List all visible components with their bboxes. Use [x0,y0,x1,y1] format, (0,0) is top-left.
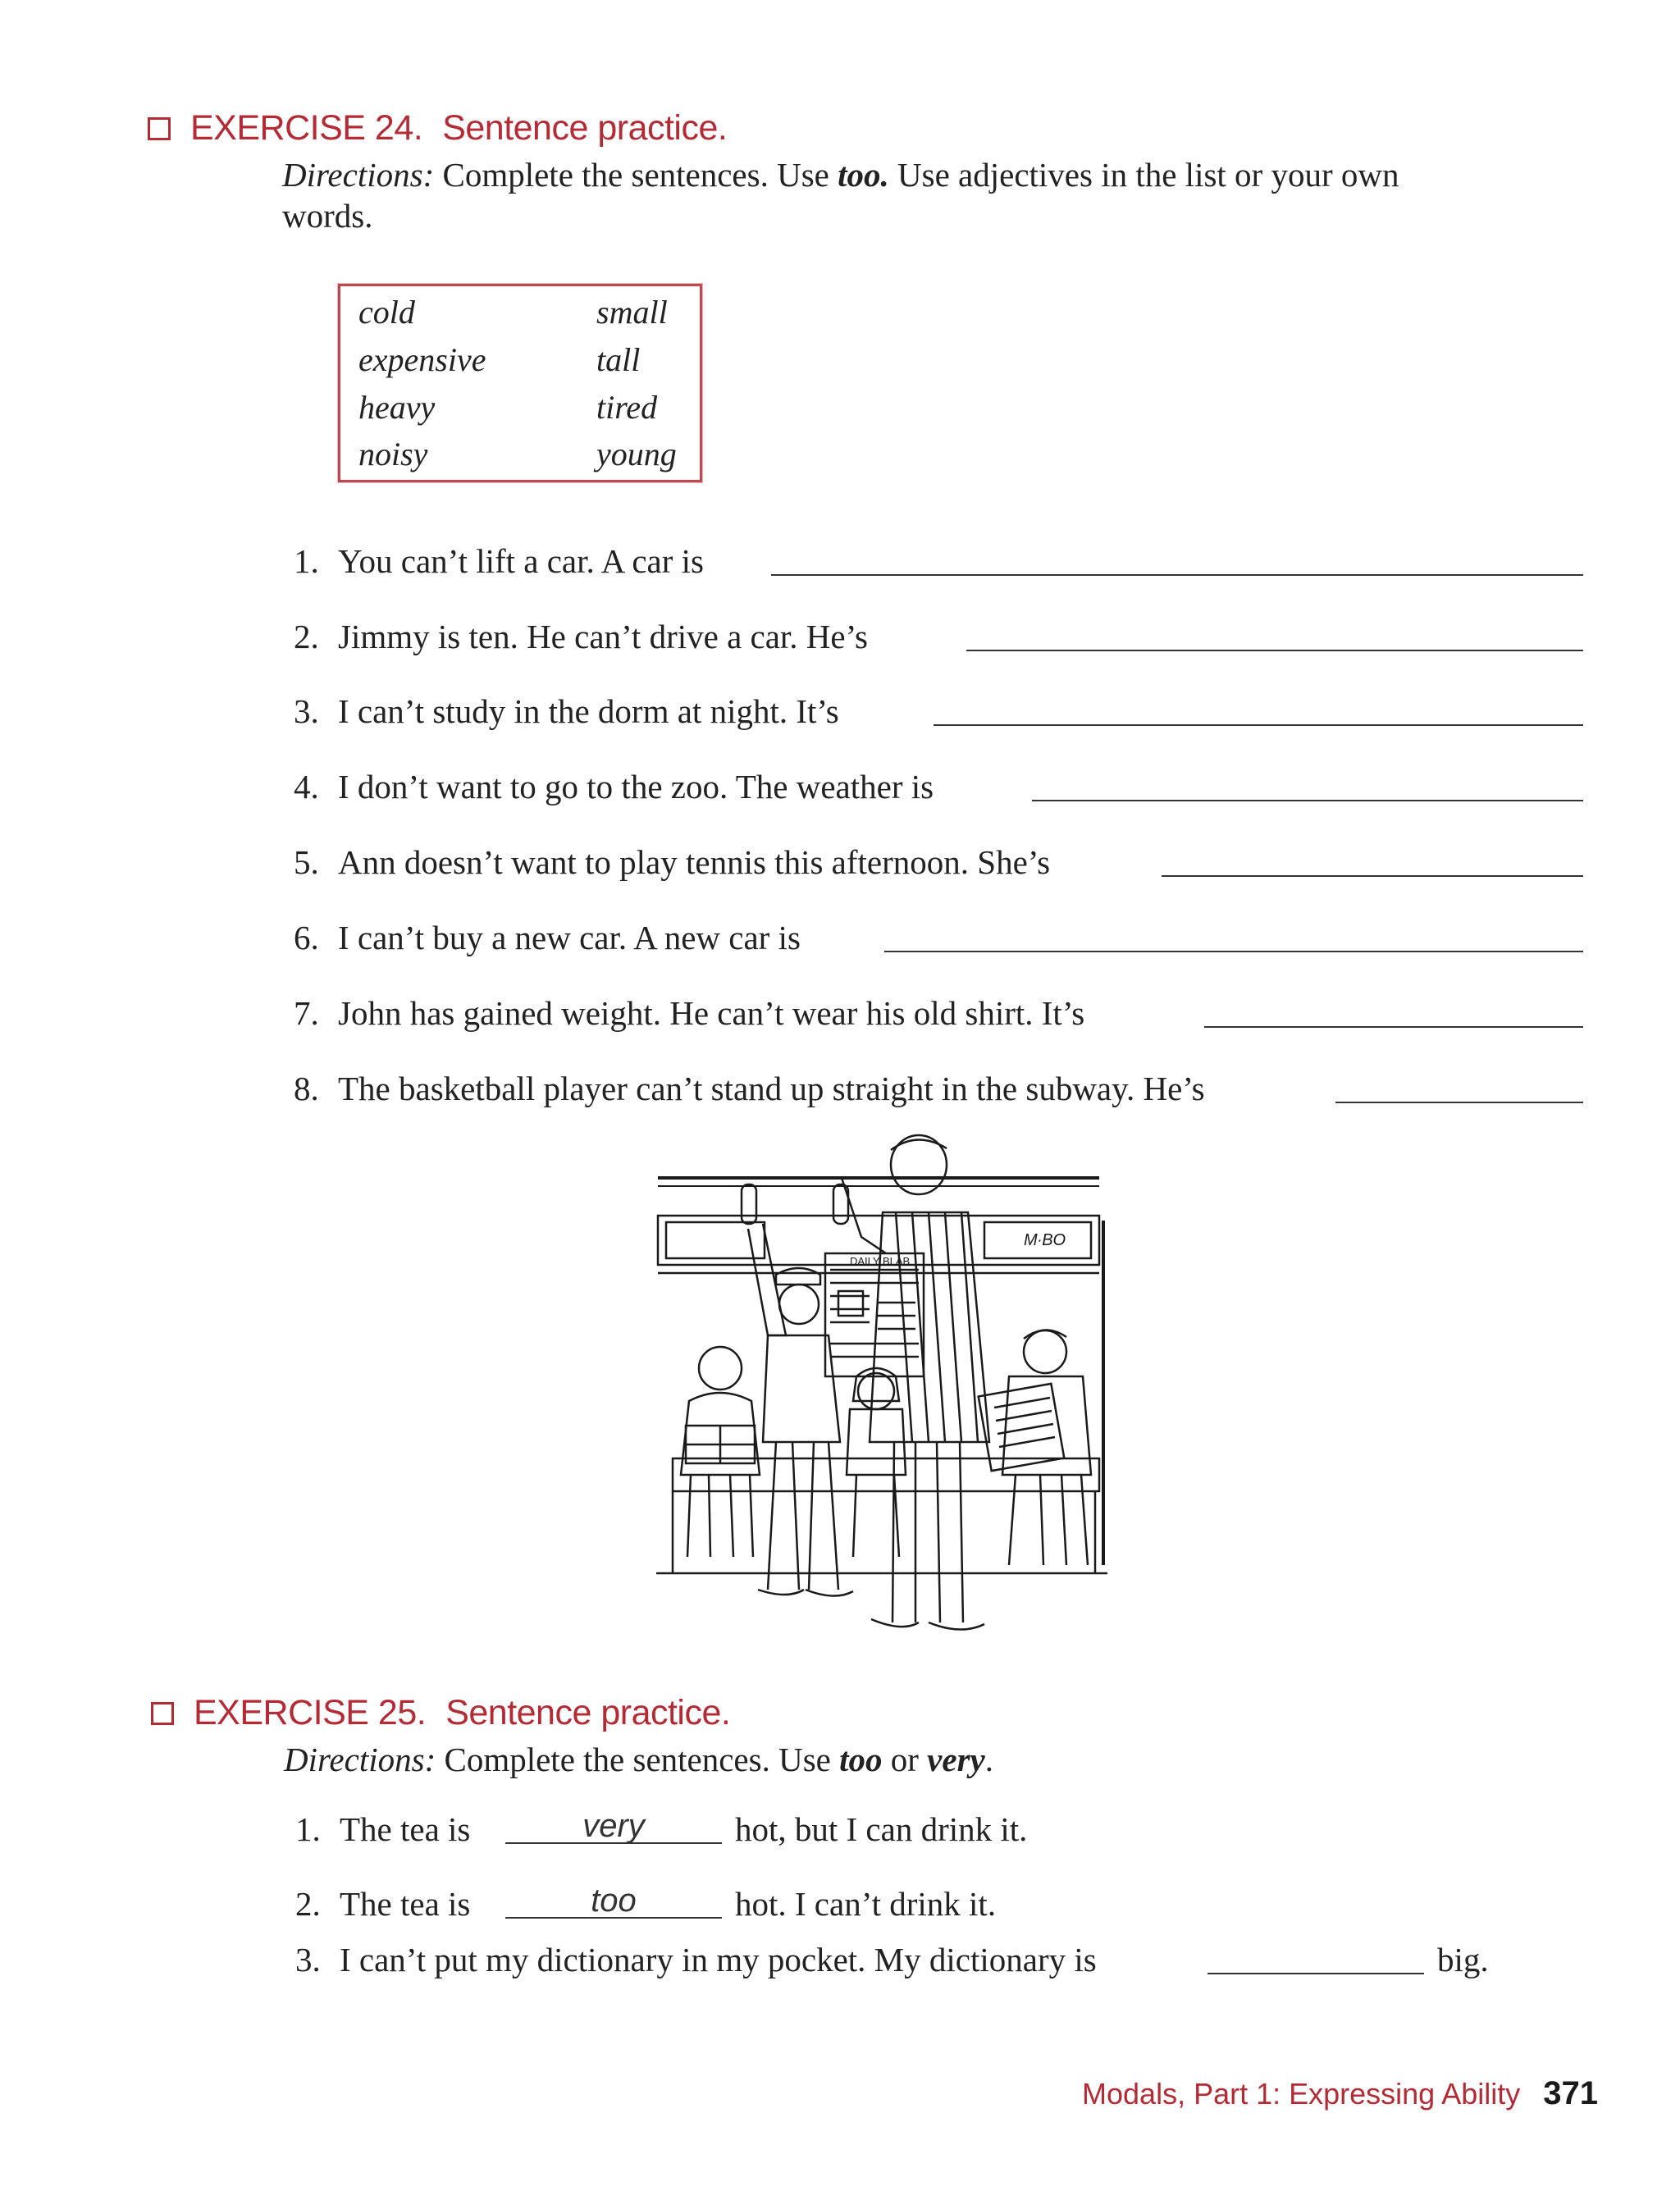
answer-blank-1[interactable] [771,574,1583,576]
exercise-24-item-8 [294,1069,1205,1108]
answer-blank-8[interactable] [1335,1102,1583,1103]
exercise-24-title: Sentence practice. [442,108,728,148]
exercise-25-item-3 [295,1940,1097,1979]
answer-blank-5[interactable] [1162,875,1583,877]
chapter-title: Modals, Part 1: Expressing Ability [1082,2077,1521,2111]
exercise-24-item-6 [294,918,801,957]
answer-blank-4[interactable] [1032,800,1583,801]
item-text: Jimmy is ten. He can’t drive a car. He’s [338,618,868,655]
filled-answer-2: too [591,1883,637,1919]
answer-blank-3[interactable] [934,724,1583,726]
item-number: 2. [294,618,319,655]
word-tired: tired [596,389,658,426]
item-text: John has gained weight. He can’t wear his old shirt. It’s [338,994,1085,1032]
item-number: 5. [294,843,319,881]
exercise-25-checkbox[interactable] [151,1702,174,1725]
directions-label: Directions: [282,156,435,194]
exercise-24-item-3 [294,691,839,731]
item-number: 1. [294,542,319,580]
exercise-25-item-2 [295,1884,470,1924]
item-text: I don’t want to go to the zoo. The weather is [338,768,934,805]
item-text-after: hot, but I can drink it. [735,1810,1028,1848]
exercise-24-header [148,108,727,148]
word-tall: tall [596,341,641,378]
filled-answer-1: very [582,1808,645,1844]
item-text: The basketball player can’t stand up straight in the subway. He’s [338,1070,1205,1107]
item-number: 4. [294,768,319,805]
item-text: I can’t buy a new car. A new car is [338,919,801,956]
exercise-24-item-2 [294,617,868,656]
item-number: 8. [294,1070,319,1107]
exercise-24-directions [282,154,1562,236]
item-text-after: big. [1437,1941,1489,1978]
subway-illustration [623,1130,1107,1639]
item-number: 7. [294,994,319,1032]
item-text: I can’t study in the dorm at night. It’s [338,692,839,730]
item-number: 3. [294,692,319,730]
keyword-too: too [839,1741,883,1778]
adjective-word-box [338,284,702,482]
exercise-25-item-1 [295,1809,470,1849]
word-small: small [596,294,668,331]
directions-text: Use adjectives in the list or your own [888,156,1399,194]
newspaper-masthead: DAILY BLAB [850,1255,911,1267]
exercise-24-item-1 [294,541,704,581]
word-young: young [596,436,677,472]
exercise-24-number: EXERCISE 24. [190,108,423,148]
item-number: 3. [295,1941,321,1978]
item-text-after: hot. I can’t drink it. [735,1885,997,1923]
item-text: Ann doesn’t want to play tennis this afternoon. She’s [338,843,1051,881]
directions-text: Complete the sentences. Use [442,156,838,194]
answer-blank-25-2[interactable] [505,1917,722,1919]
answer-blank-2[interactable] [966,650,1583,651]
directions-text: . [984,1741,993,1778]
directions-keyword: too. [838,156,889,194]
item-number: 2. [295,1885,321,1923]
answer-blank-25-1[interactable] [505,1842,722,1844]
exercise-24-item-7 [294,993,1084,1033]
item-text: I can’t put my dictionary in my pocket. My dictionary is [340,1941,1097,1978]
page-footer [1082,2075,1598,2112]
exercise-25-title: Sentence practice. [445,1693,731,1732]
exercise-25-header [151,1693,730,1733]
keyword-very: very [927,1741,985,1778]
directions-text: words. [282,197,373,235]
exercise-24-item-5 [294,842,1050,882]
item-number: 1. [295,1810,321,1848]
item-text: The tea is [340,1885,471,1923]
word-heavy: heavy [358,389,436,426]
answer-blank-25-3[interactable] [1208,1973,1424,1974]
exercise-25-number: EXERCISE 25. [194,1693,427,1732]
exercise-25-directions [284,1739,1564,1780]
directions-text: or [882,1741,928,1778]
word-noisy: noisy [358,436,428,472]
answer-blank-6[interactable] [884,951,1583,952]
item-text: The tea is [340,1810,471,1848]
item-number: 6. [294,919,319,956]
directions-text: Complete the sentences. Use [444,1741,840,1778]
page-number: 371 [1543,2075,1598,2111]
answer-blank-7[interactable] [1204,1026,1583,1028]
word-expensive: expensive [358,341,486,378]
exercise-24-item-4 [294,767,934,806]
directions-label: Directions: [284,1741,436,1778]
word-cold: cold [358,294,415,331]
car-sign-text: M∙BO [1024,1231,1066,1249]
exercise-24-checkbox[interactable] [148,117,171,140]
item-text: You can’t lift a car. A car is [338,542,704,580]
